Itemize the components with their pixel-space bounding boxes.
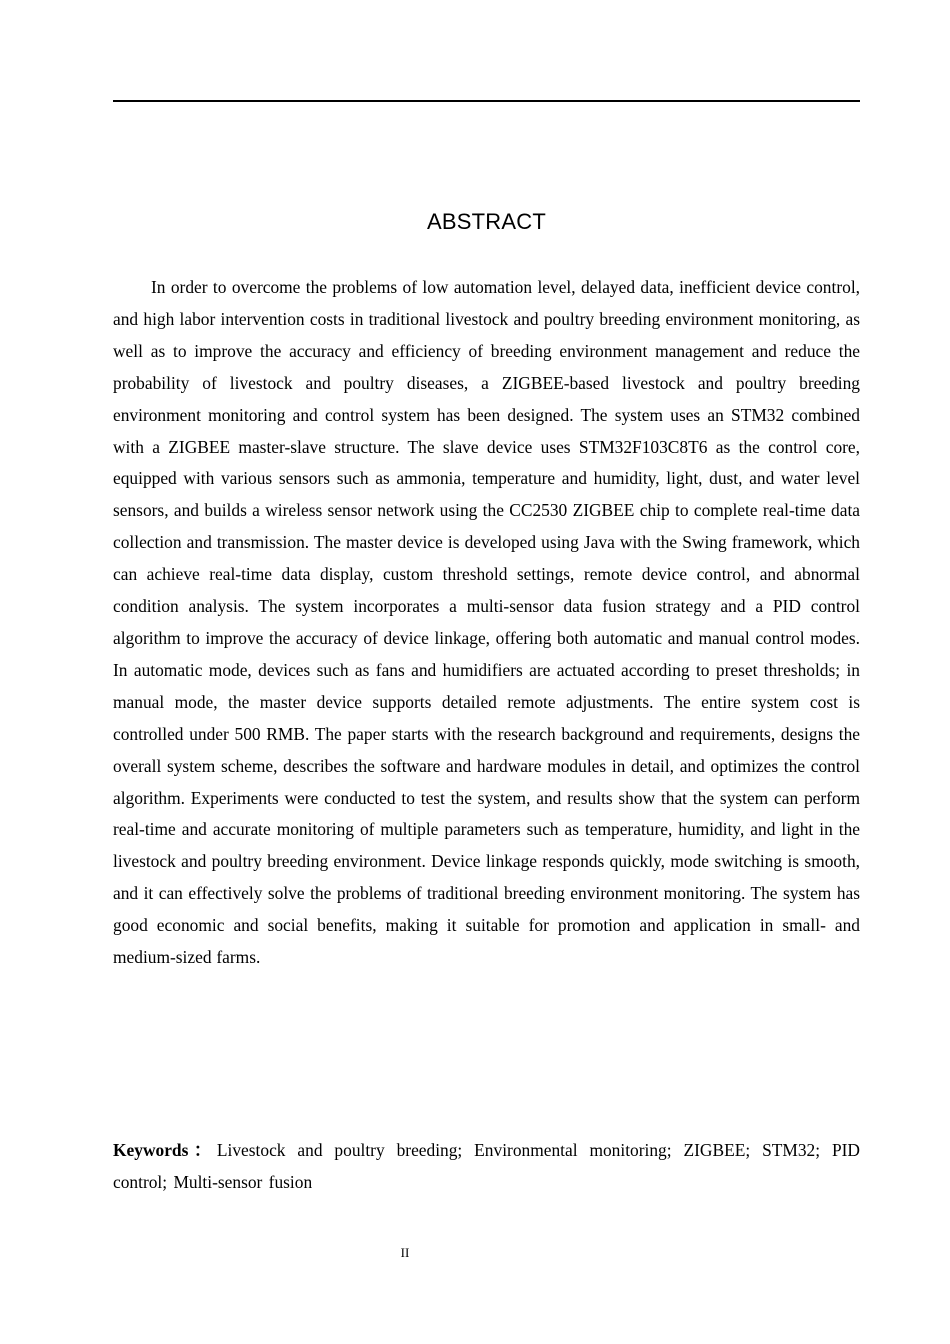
abstract-body: In order to overcome the problems of low automation level, delayed data, inefficient device control, and high labor intervention costs in traditional livestock and poultry breeding environment monitoring, as well as to improve the accuracy and efficiency of breeding environment management and reduce the probability of livestock and poultry diseases, a ZIGBEE-based livestock and poultry breeding environment monitoring and control system has been designed. The system uses an STM32 combined with a ZIGBEE master-slave structure. The slave device uses STM32F103C8T6 as the control core, equipped with various sensors such as ammonia, temperature and humidity, light, dust, and water level sensors, and builds a wireless sensor network using the CC2530 ZIGBEE chip to complete real-time data collection and transmission. The master device is developed using Java with the Swing framework, which can achieve real-time data display, custom threshold settings, remote device control, and abnormal condition analysis. The system incorporates a multi-sensor data fusion strategy and a PID control algorithm to improve the accuracy of device linkage, offering both automatic and manual control modes. In automatic mode, devices such as fans and humidifiers are actuated according to preset thresholds; in manual mode, the master device supports detailed remote adjustments. The entire system cost is controlled under 500 RMB. The paper starts with the research background and requirements, designs the overall system scheme, describes the software and hardware modules in detail, and optimizes the control algorithm. Experiments were conducted to test the system, and results show that the system can perform real-time and accurate monitoring of multiple parameters such as temperature, humidity, and light in the livestock and poultry breeding environment. Device linkage responds quickly, mode switching is smooth, and it can effectively solve the problems of traditional breeding environment monitoring. The system has good economic and social benefits, making it suitable for promotion and application in small- and medium-sized farms.: [113, 277, 860, 968]
header-rule: [113, 100, 860, 102]
abstract-title: ABSTRACT: [427, 209, 546, 234]
keywords-label: Keywords：: [113, 1140, 217, 1160]
keywords-paragraph: [113, 1134, 860, 1198]
keywords-text: Livestock and poultry breeding; Environmental monitoring; ZIGBEE; STM32; PID control; Multi-sensor fusion: [113, 1140, 860, 1192]
page-number: II: [400, 1245, 410, 1260]
